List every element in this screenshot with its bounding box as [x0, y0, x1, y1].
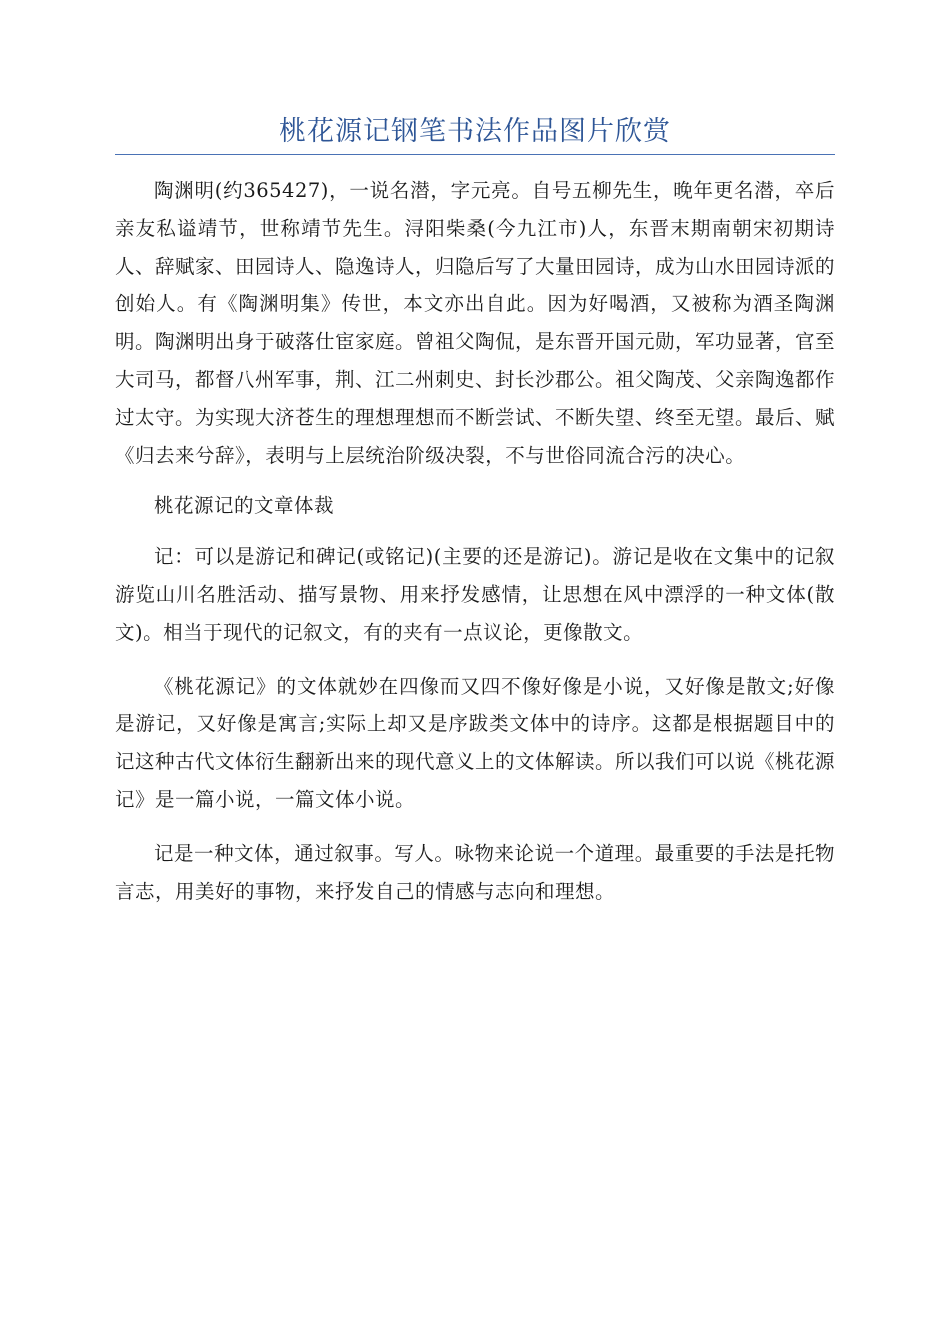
paragraph-conclusion: 记是一种文体，通过叙事。写人。咏物来论说一个道理。最重要的手法是托物言志，用美好的事物，来抒发自己的情感与志向和理想。 [115, 841, 835, 903]
paragraph-spacer [115, 819, 835, 835]
paragraph-spacer [115, 474, 835, 487]
document-body [115, 172, 835, 910]
paragraph-author-bio: 陶渊明(约365427)，一说名潜，字元亮。自号五柳先生，晚年更名潜，卒后亲友私谥靖节，世称靖节先生。浔阳柴桑(今九江市)人，东晋末期南朝宋初期诗人、辞赋家、田园诗人、隐逸诗人，归隐后写了大量田园诗，成为山水田园诗派的创始人。有《陶渊明集》传世，本文亦出自此。因为好喝酒，又被称为酒圣陶渊明。陶渊明出身于破落仕宦家庭。曾祖父陶侃，是东晋开国元勋，军功显著，官至大司马，都督八州军事，荆、江二州刺史、封长沙郡公。祖父陶茂、父亲陶逸都作过太守。为实现大济苍生的理想理想而不断尝试、不断失望、终至无望。最后、赋《归去来兮辞》，表明与上层统治阶级决裂，不与世俗同流合污的决心。 [115, 179, 836, 467]
paragraph-spacer [115, 525, 835, 538]
page-title: 桃花源记钢笔书法作品图片欣赏 [279, 116, 671, 147]
paragraph-spacer [115, 652, 835, 668]
paragraph-ji-definition: 记：可以是游记和碑记(或铭记)(主要的还是游记)。游记是收在文集中的记叙游览山川名胜活动、描写景物、用来抒发感情，让思想在风中漂浮的一种文体(散文)。相当于现代的记叙文，有的夹有一点议论，更像散文。 [115, 545, 835, 644]
paragraph-style-analysis: 《桃花源记》的文体就妙在四像而又四不像好像是小说，又好像是散文;好像是游记，又好像是寓言;实际上却又是序跋类文体中的诗序。这都是根据题目中的记这种古代文体衍生翻新出来的现代意义上的文体解读。所以我们可以说《桃花源记》是一篇小说，一篇文体小说。 [115, 674, 836, 811]
section-heading-genre: 桃花源记的文章体裁 [154, 494, 335, 518]
title-underline [115, 154, 835, 155]
